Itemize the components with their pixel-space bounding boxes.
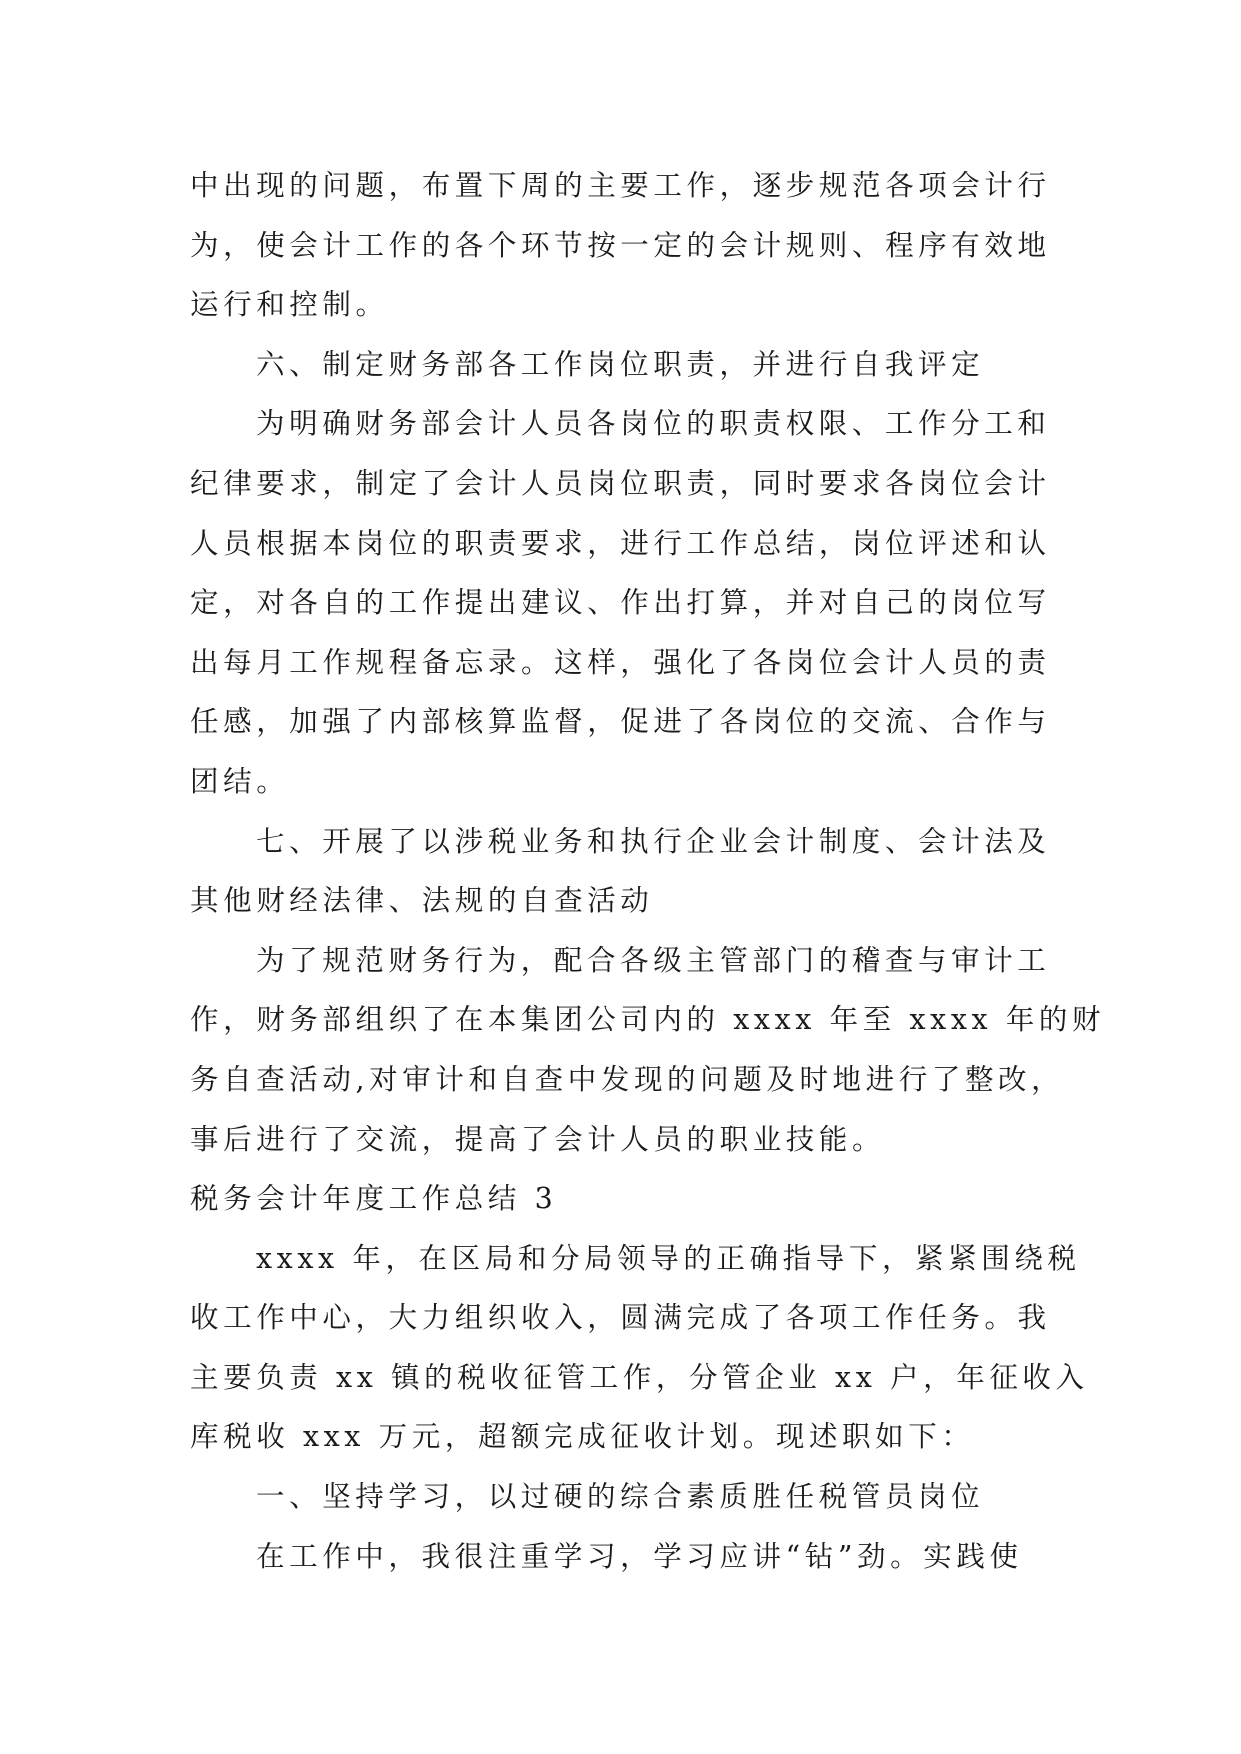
section-heading-1: 一、坚持学习，以过硬的综合素质胜任税管员岗位 [256,1480,985,1514]
text-line: 作，财务部组织了在本集团公司内的 xxxx 年至 xxxx 年的财 [190,1003,1106,1037]
text-line: 为明确财务部会计人员各岗位的职责权限、工作分工和 [256,407,1051,441]
text-line: 任感，加强了内部核算监督，促进了各岗位的交流、合作与 [190,705,1051,739]
text-line: xxxx 年，在区局和分局领导的正确指导下，紧紧围绕税 [256,1241,1081,1275]
text-line: 出每月工作规程备忘录。这样，强化了各岗位会计人员的责 [190,645,1051,679]
text-line: 在工作中，我很注重学习，学习应讲“钻”劲。实践使 [256,1539,1023,1573]
section-heading-6: 六、制定财务部各工作岗位职责，并进行自我评定 [256,347,985,381]
text-line: 定，对各自的工作提出建议、作出打算，并对自己的岗位写 [190,586,1051,620]
text-line: 事后进行了交流，提高了会计人员的职业技能。 [190,1122,886,1156]
text-line: 为，使会计工作的各个环节按一定的会计规则、程序有效地 [190,228,1051,262]
section-heading-7: 七、开展了以涉税业务和执行企业会计制度、会计法及 [256,824,1051,858]
text-line: 主要负责 xx 镇的税收征管工作，分管企业 xx 户，年征收入 [190,1360,1089,1394]
document-body [190,156,1106,1586]
text-line: 中出现的问题，布置下周的主要工作，逐步规范各项会计行 [190,169,1051,202]
text-line: 运行和控制。 [190,288,389,322]
document-title: 税务会计年度工作总结 3 [190,1182,558,1216]
text-line: 为了规范财务行为，配合各级主管部门的稽查与审计工 [256,943,1051,977]
text-line: 库税收 xxx 万元，超额完成征收计划。现述职如下： [190,1420,975,1454]
text-line: 收工作中心，大力组织收入，圆满完成了各项工作任务。我 [190,1301,1051,1335]
text-line: 务自查活动,对审计和自查中发现的问题及时地进行了整改， [190,1062,1065,1096]
text-line: 团结。 [190,764,290,798]
section-heading-7-cont: 其他财经法律、法规的自查活动 [190,884,654,918]
text-line: 纪律要求，制定了会计人员岗位职责，同时要求各岗位会计 [190,466,1051,500]
text-line: 人员根据本岗位的职责要求，进行工作总结，岗位评述和认 [190,526,1051,560]
